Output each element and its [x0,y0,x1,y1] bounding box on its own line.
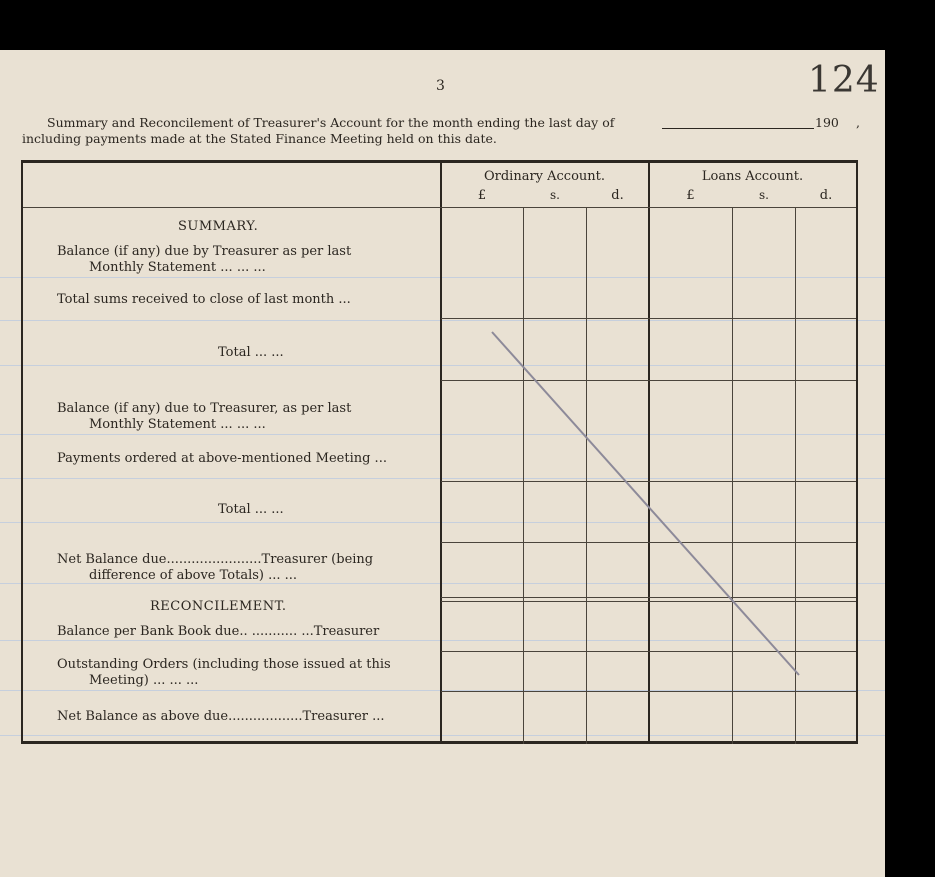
page-number: 3 [436,78,445,94]
folio-number: 124 [808,60,880,101]
summary-heading: SUMMARY. [178,219,259,234]
loans-pound-heading: £ [686,188,695,203]
header-line-2: including payments made at the Stated Finance Meeting held on this date. [22,131,497,146]
row-payments-ordered: Payments ordered at above-mentioned Meeting ... [57,451,387,466]
row-total-1: Total ... ... [218,345,284,360]
header-line-1: Summary and Reconcilement of Treasurer's Account for the month ending the last day of [47,115,615,130]
row-net-balance-cont: difference of above Totals) ... ... [89,568,298,583]
row-net-as-above: Net Balance as above due..................Treasurer ... [57,709,385,724]
loans-account-heading: Loans Account. [701,169,804,184]
row-balance-due-to: Balance (if any) due to Treasurer, as per last [57,401,352,416]
row-balance-due-to-cont: Monthly Statement ... ... ... [89,417,266,432]
row-outstanding-orders-cont: Meeting) ... ... ... [89,673,199,688]
reconcilement-heading: RECONCILEMENT. [150,599,287,614]
loans-pence-heading: d. [819,188,833,203]
row-net-balance: Net Balance due.......................Treasurer (being [57,552,374,567]
ordinary-shilling-heading: s. [550,188,560,202]
header-comma: , [856,115,860,130]
loans-shilling-heading: s. [759,188,769,202]
row-balance-due-by: Balance (if any) due by Treasurer as per last [57,244,352,259]
row-balance-due-by-cont: Monthly Statement ... ... ... [89,260,266,275]
ordinary-pound-heading: £ [477,188,487,203]
ordinary-pence-heading: d. [611,188,624,203]
row-bank-book: Balance per Bank Book due.. ........... ...Treasurer [57,624,380,639]
ordinary-account-heading: Ordinary Account. [483,169,606,184]
header-year: 190 [815,115,839,130]
row-total-received: Total sums received to close of last month ... [57,292,351,307]
row-total-2: Total ... ... [218,502,284,517]
row-outstanding-orders: Outstanding Orders (including those issued at this [57,657,391,672]
